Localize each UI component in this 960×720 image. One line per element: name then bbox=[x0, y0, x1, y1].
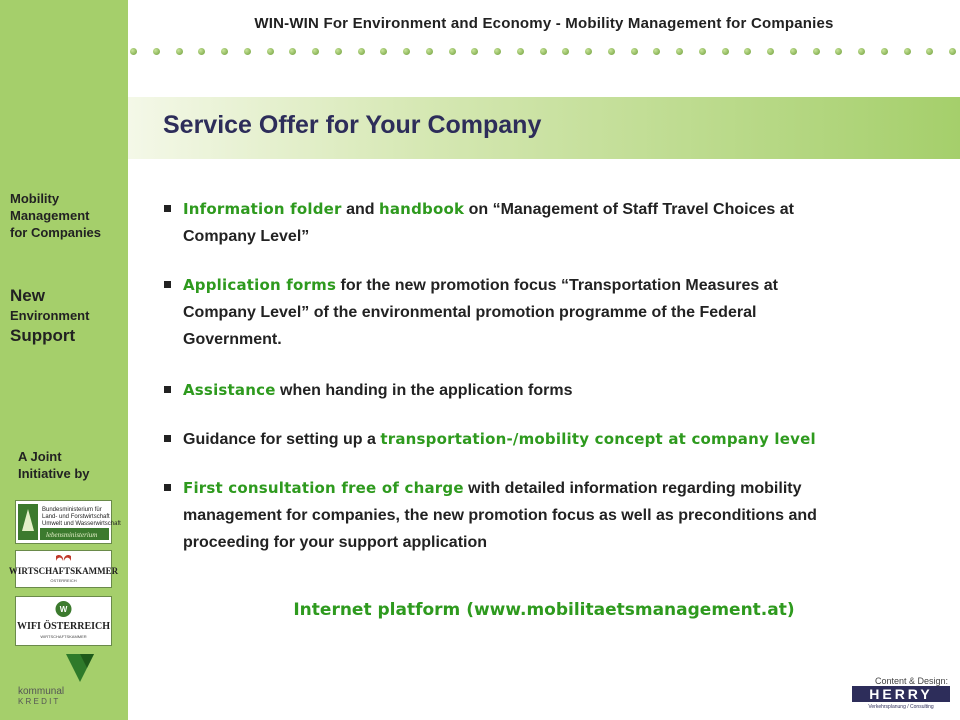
list-item bbox=[163, 426, 938, 453]
divider-dot bbox=[494, 48, 501, 55]
herry-brand: HERRY bbox=[869, 686, 933, 702]
divider-dot bbox=[949, 48, 956, 55]
divider-dot bbox=[449, 48, 456, 55]
concept-highlight: transportation-/mobility concept at company level bbox=[380, 430, 816, 448]
ministry-logo-graphic bbox=[16, 501, 121, 543]
divider-dot bbox=[289, 48, 296, 55]
wirtschaftskammer-logo[interactable] bbox=[8, 550, 119, 588]
divider-dot bbox=[540, 48, 547, 55]
wko-name: WIRTSCHAFTSKAMMER bbox=[8, 566, 119, 576]
bullet-text: Guidance for setting up a bbox=[183, 431, 381, 448]
divider-dot bbox=[358, 48, 365, 55]
header-title: WIN-WIN For Environment and Economy - Mobility Management for Companies bbox=[254, 15, 834, 32]
bullet-square-icon bbox=[164, 386, 171, 393]
kommunal-line1: kommunal bbox=[18, 686, 65, 697]
divider-dot bbox=[267, 48, 274, 55]
ministry-sign: lebensministerium bbox=[46, 531, 98, 539]
assistance-highlight: Assistance bbox=[183, 381, 276, 399]
sidebar-joint-line1: A Joint bbox=[18, 449, 62, 464]
divider-dot bbox=[198, 48, 205, 55]
divider-dot bbox=[380, 48, 387, 55]
sidebar-new-environment-support[interactable] bbox=[10, 286, 89, 346]
divider-dot bbox=[858, 48, 865, 55]
sidebar-new-line1: New bbox=[10, 286, 45, 305]
divider-dot bbox=[653, 48, 660, 55]
bullet-text: and bbox=[341, 201, 379, 218]
divider-dot bbox=[699, 48, 706, 55]
divider-dot bbox=[426, 48, 433, 55]
divider-dot bbox=[153, 48, 160, 55]
handbook-highlight: handbook bbox=[378, 200, 465, 218]
sidebar-joint-line2: Initiative by bbox=[18, 466, 90, 481]
divider-dot bbox=[312, 48, 319, 55]
divider-dot bbox=[176, 48, 183, 55]
bullet-text: Company Level” bbox=[183, 228, 310, 245]
application-forms-highlight: Application forms bbox=[183, 276, 337, 294]
divider-dot bbox=[608, 48, 615, 55]
divider-dot bbox=[335, 48, 342, 55]
credit-label: Content & Design: bbox=[874, 676, 948, 686]
list-item bbox=[163, 272, 938, 353]
ministry-line2: Land- und Forstwirtschaft bbox=[42, 514, 110, 520]
ministry-logo[interactable] bbox=[15, 500, 121, 544]
ministry-line3: Umwelt und Wasserwirtschaft bbox=[42, 521, 121, 527]
sidebar-mobility-line3: for Companies bbox=[10, 225, 102, 240]
wifi-name: WIFI ÖSTERREICH bbox=[16, 621, 111, 632]
bullet-text: Government. bbox=[183, 331, 282, 348]
info-folder-highlight: Information folder bbox=[183, 200, 342, 218]
herry-logo-graphic bbox=[852, 686, 950, 710]
divider-dot bbox=[744, 48, 751, 55]
divider-dot bbox=[562, 48, 569, 55]
wirtschaftskammer-logo-graphic bbox=[8, 551, 119, 587]
wifi-sub: WIRTSCHAFTSKAMMER bbox=[40, 634, 87, 639]
bullet-text: management for companies, the new promotion focus as well as preconditions and bbox=[183, 507, 817, 524]
divider-dot bbox=[904, 48, 911, 55]
bullet-square-icon bbox=[164, 484, 171, 491]
herry-sub: Verkehrsplanung / Consulting bbox=[868, 704, 934, 710]
bullet-text: on “Management of Staff Travel Choices at bbox=[464, 201, 794, 218]
sidebar-new-line3: Support bbox=[10, 326, 76, 345]
bullet-text: Company Level” of the environmental promotion programme of the Federal bbox=[183, 304, 757, 321]
list-item bbox=[163, 475, 938, 556]
bullet-square-icon bbox=[164, 435, 171, 442]
page-title: Service Offer for Your Company bbox=[163, 111, 542, 139]
divider-dot bbox=[631, 48, 638, 55]
divider-dot bbox=[790, 48, 797, 55]
divider-dot bbox=[130, 48, 137, 55]
kommunal-line2: K R E D I T bbox=[18, 697, 59, 706]
divider-dot bbox=[403, 48, 410, 55]
divider-dot bbox=[813, 48, 820, 55]
divider-dot bbox=[244, 48, 251, 55]
herry-logo[interactable] bbox=[852, 686, 950, 710]
wifi-logo[interactable] bbox=[15, 596, 112, 646]
divider-dot bbox=[767, 48, 774, 55]
svg-text:W: W bbox=[59, 605, 68, 614]
internet-platform-link[interactable]: Internet platform (www.mobilitaetsmanagement.at) bbox=[293, 600, 795, 620]
sidebar-mobility-line1: Mobility bbox=[10, 191, 60, 206]
wifi-logo-graphic bbox=[16, 597, 111, 645]
bullet-text: when handing in the application forms bbox=[275, 382, 573, 399]
sidebar-new-line2: Environment bbox=[10, 308, 90, 323]
sidebar-mobility-management[interactable] bbox=[10, 190, 101, 241]
wko-sub: ÖSTERREICH bbox=[50, 578, 77, 583]
divider-dot bbox=[221, 48, 228, 55]
bullet-text: for the new promotion focus “Transportation Measures at bbox=[336, 277, 778, 294]
consultation-highlight: First consultation free of charge bbox=[183, 479, 464, 497]
divider-dot bbox=[722, 48, 729, 55]
sidebar bbox=[0, 0, 128, 720]
list-item bbox=[163, 377, 938, 404]
divider-dot bbox=[926, 48, 933, 55]
bullet-square-icon bbox=[164, 281, 171, 288]
divider-dot bbox=[881, 48, 888, 55]
dotted-divider bbox=[126, 44, 960, 58]
bullet-text: with detailed information regarding mobility bbox=[463, 480, 802, 497]
bullet-square-icon bbox=[164, 205, 171, 212]
divider-dot bbox=[517, 48, 524, 55]
sidebar-joint-initiative bbox=[18, 448, 90, 482]
divider-dot bbox=[471, 48, 478, 55]
ministry-line1: Bundesministerium für bbox=[42, 507, 102, 513]
sidebar-mobility-line2: Management bbox=[10, 208, 90, 223]
bullet-text: proceeding for your support application bbox=[183, 534, 488, 551]
kommunalkredit-logo-graphic bbox=[14, 652, 114, 708]
list-item bbox=[163, 196, 938, 250]
kommunalkredit-logo[interactable] bbox=[14, 652, 114, 708]
divider-dot bbox=[585, 48, 592, 55]
divider-dot bbox=[835, 48, 842, 55]
divider-dot bbox=[676, 48, 683, 55]
